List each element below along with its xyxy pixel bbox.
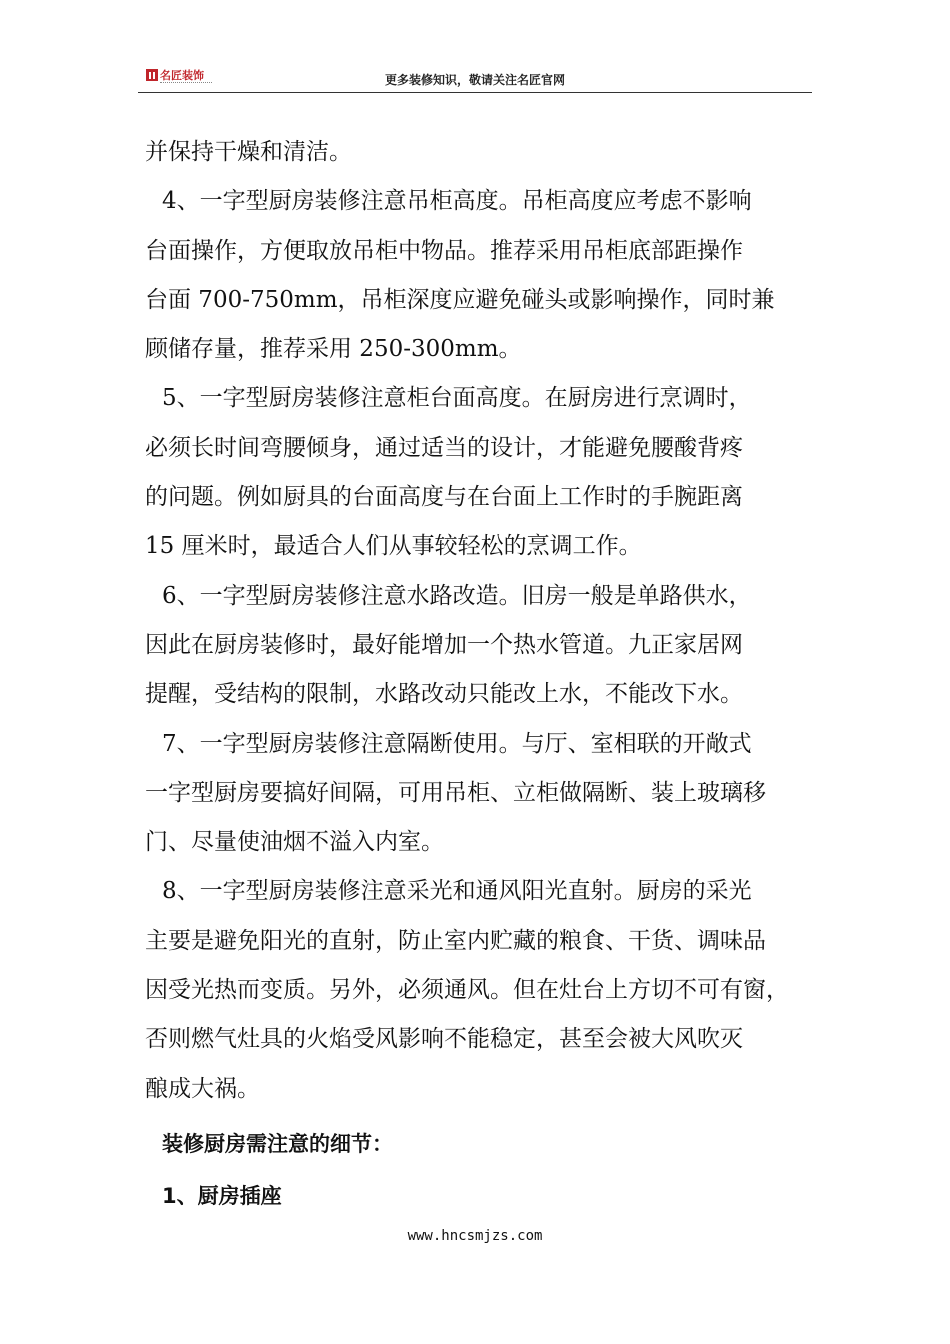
logo-name: 名匠装饰 — [160, 69, 204, 82]
article-body — [145, 128, 805, 1114]
section-heading: 装修厨房需注意的细节： — [162, 1132, 393, 1156]
body-line: 酿成大祸。 — [145, 1075, 260, 1102]
body-line: 主要是避免阳光的直射，防止室内贮藏的粮食、干货、调味品 — [145, 927, 766, 954]
header-title: 更多装修知识，敬请关注名匠官网 — [384, 73, 565, 87]
page-header — [138, 66, 812, 93]
subsection-heading: 1、厨房插座 — [162, 1184, 282, 1208]
body-line: 提醒，受结构的限制，水路改动只能改上水，不能改下水。 — [145, 681, 743, 708]
body-line: 否则燃气灶具的火焰受风影响不能稳定，甚至会被大风吹灭 — [145, 1026, 743, 1053]
body-line: 7、一字型厨房装修注意隔断使用。与厅、室相联的开敞式 — [162, 730, 752, 757]
body-line: 因此在厨房装修时，最好能增加一个热水管道。九正家居网 — [145, 631, 743, 658]
body-line: 的问题。例如厨具的台面高度与在台面上工作时的手腕距离 — [145, 484, 743, 511]
body-line: 5、一字型厨房装修注意柜台面高度。在厨房进行烹调时， — [162, 385, 752, 412]
body-line: 并保持干燥和清洁。 — [145, 139, 352, 165]
body-line: 15 厘米时，最适合人们从事较轻松的烹调工作。 — [145, 533, 642, 560]
body-line: 必须长时间弯腰倾身，通过适当的设计，才能避免腰酸背疼 — [145, 434, 743, 461]
body-line: 4、一字型厨房装修注意吊柜高度。吊柜高度应考虑不影响 — [162, 188, 752, 215]
body-line: 6、一字型厨房装修注意水路改造。旧房一般是单路供水， — [162, 582, 752, 609]
body-line: 台面操作，方便取放吊柜中物品。推荐采用吊柜底部距操作 — [145, 237, 743, 264]
body-line: 8、一字型厨房装修注意采光和通风阳光直射。厨房的采光 — [162, 878, 752, 905]
body-line: 一字型厨房要搞好间隔，可用吊柜、立柜做隔断、装上玻璃移 — [145, 779, 766, 806]
body-line: 顾储存量，推荐采用 250-300mm。 — [145, 336, 522, 363]
body-line: 因受光热而变质。另外，必须通风。但在灶台上方切不可有窗， — [145, 977, 789, 1004]
footer-url: www.hncsmjzs.com — [407, 1228, 543, 1244]
body-line: 门、尽量使油烟不溢入内室。 — [145, 829, 444, 856]
body-line: 台面 700-750mm，吊柜深度应避免碰头或影响操作，同时兼 — [145, 286, 775, 313]
